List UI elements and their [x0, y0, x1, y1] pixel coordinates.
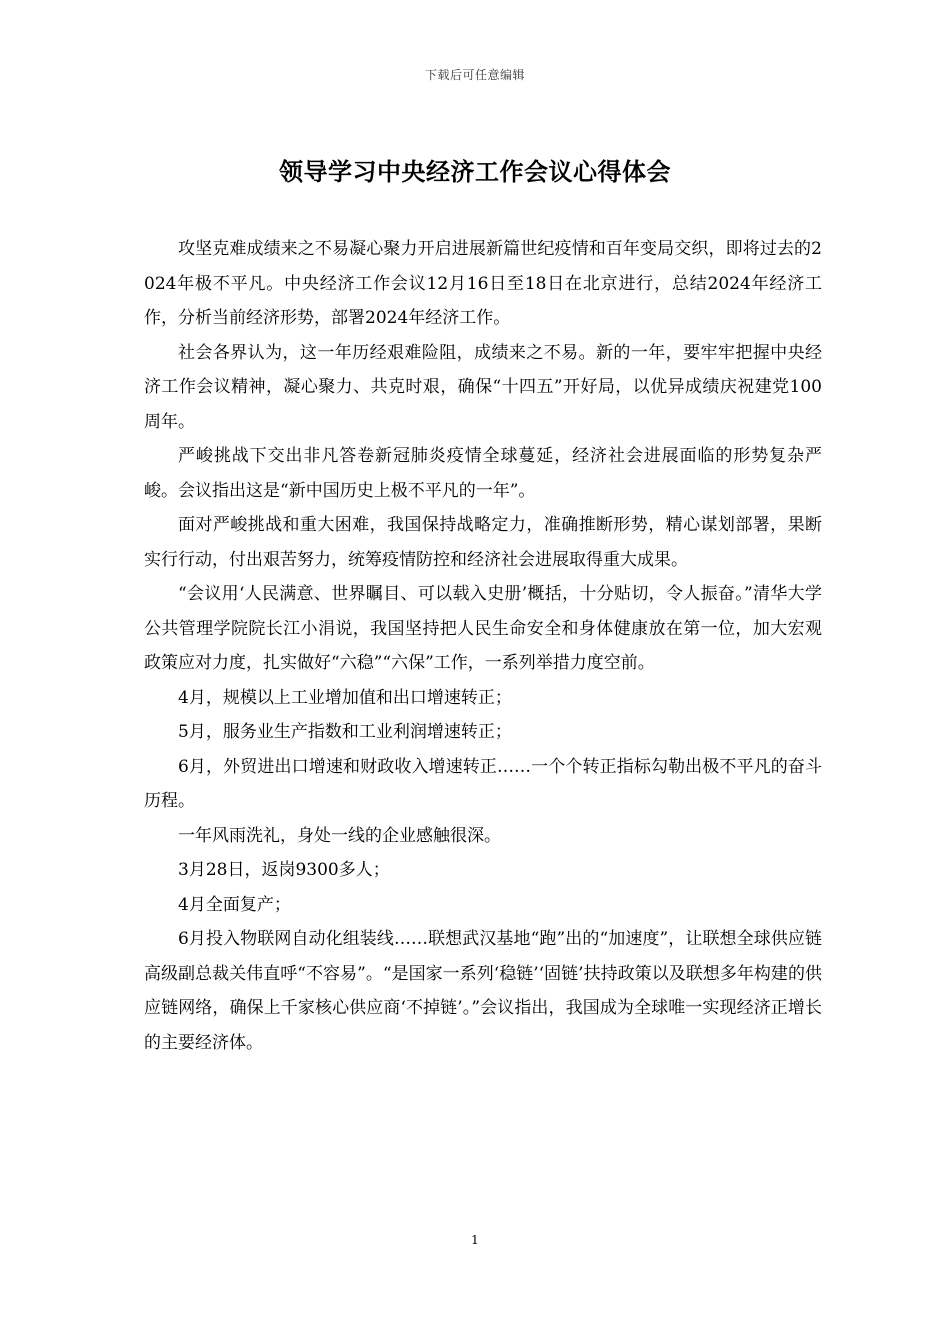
paragraph: 3月28日，返岗9300多人； [178, 860, 390, 880]
paragraph: 6月投入物联网自动化组装线……联想武汉基地“跑”出的“加速度”，让联想全球供应链高级副总裁关伟直呼“不容易”。“是国家一系列‘稳链’‘固链’扶持政策以及联想多年构建的供应链网络，确保上千家核心供应商‘不掉链’。”会议指出，我国成为全球唯一实现经济正增长的主要经济体。 [144, 929, 822, 1053]
document-body [144, 232, 822, 1060]
paragraph: 一年风雨洗礼，身处一线的企业感触很深。 [178, 825, 501, 846]
paragraph: 面对严峻挑战和重大困难，我国保持战略定力，准确推断形势，精心谋划部署，果断实行行动，付出艰苦努力，统筹疫情防控和经济社会进展取得重大成果。 [144, 515, 822, 570]
paragraph: 社会各界认为，这一年历经艰难险阻，成绩来之不易。新的一年，要牢牢把握中央经济工作会议精神，凝心聚力、共克时艰，确保“十四五”开好局，以优异成绩庆祝建党100周年。 [144, 342, 822, 432]
paragraph: 攻坚克难成绩来之不易凝心聚力开启进展新篇世纪疫情和百年变局交织，即将过去的2024年极不平凡。中央经济工作会议12月16日至18日在北京进行，总结2024年经济工作，分析当前经济形势，部署2024年经济工作。 [144, 239, 822, 328]
header-note: 下载后可任意编辑 [424, 68, 525, 82]
paragraph: 4月全面复产； [178, 894, 291, 915]
document-title: 领导学习中央经济工作会议心得体会 [279, 158, 671, 186]
paragraph: “会议用‘人民满意、世界瞩目、可以载入史册’概括，十分贴切，令人振奋。”清华大学公共管理学院院长江小涓说，我国坚持把人民生命安全和身体健康放在第一位，加大宏观政策应对力度，扎实做好“六稳”“六保”工作，一系列举措力度空前。 [144, 584, 822, 673]
page-number: 1 [471, 1233, 479, 1247]
paragraph: 6月，外贸进出口增速和财政收入增速转正……一个个转正指标勾勒出极不平凡的奋斗历程。 [144, 756, 822, 811]
paragraph: 严峻挑战下交出非凡答卷新冠肺炎疫情全球蔓延，经济社会进展面临的形势复杂严峻。会议指出这是“新中国历史上极不平凡的一年”。 [144, 446, 822, 501]
paragraph: 4月，规模以上工业增加值和出口增速转正； [178, 687, 512, 708]
paragraph: 5月，服务业生产指数和工业利润增速转正； [178, 722, 512, 742]
